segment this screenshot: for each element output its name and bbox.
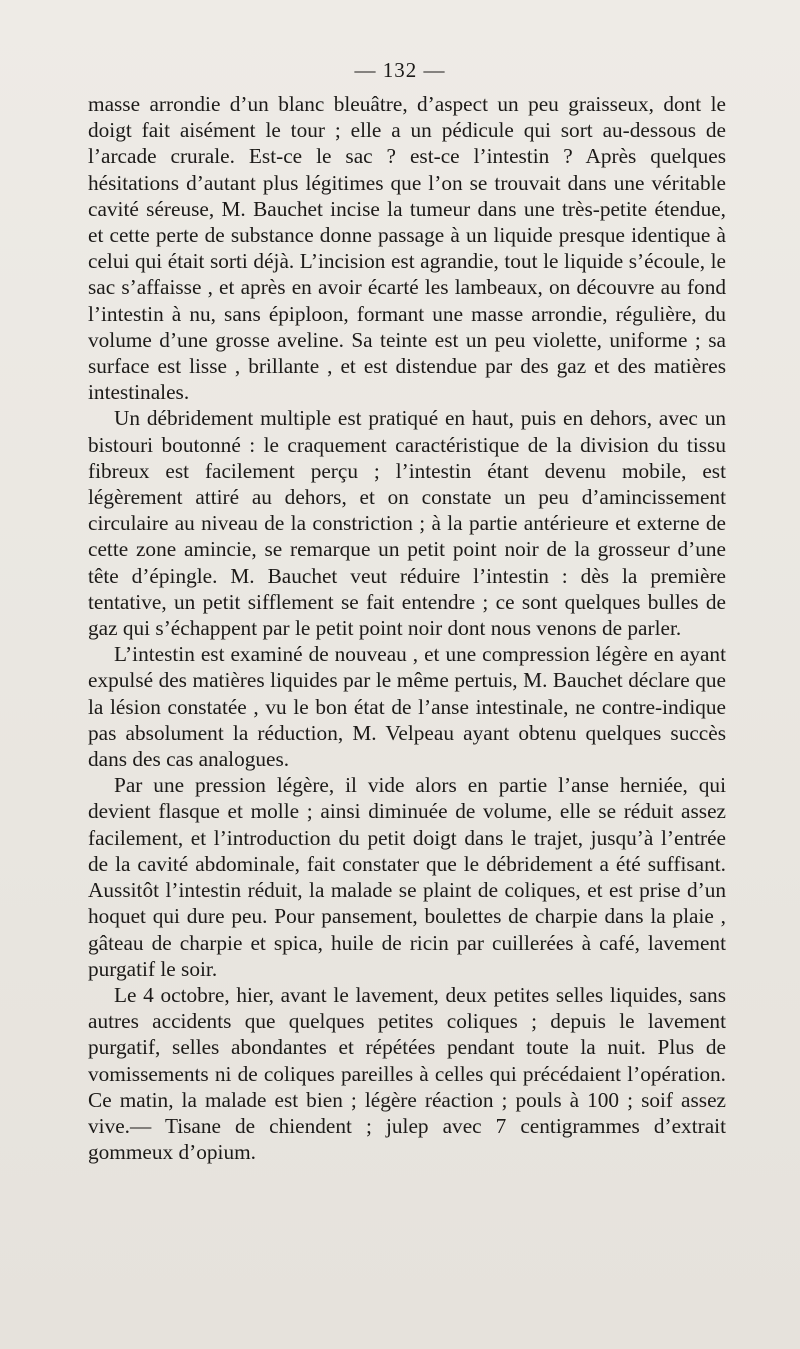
paragraph-3: L’intestin est examiné de nouveau , et une compression légère en ayant expulsé des matières liquides par le même pertuis, M. Bauchet déclare que la lésion constatée , vu le bon état de l’anse intestinale, ne contre-indique pas absolument la réduction, M. Velpeau ayant obtenu quelques succès dans des cas analogues.: [88, 642, 726, 772]
paragraph-4: Par une pression légère, il vide alors en partie l’anse herniée, qui devient flasque et molle ; ainsi diminuée de volume, elle se réduit assez facilement, et l’introduction du petit doigt dans le trajet, jusqu’à l’entrée de la cavité abdominale, fait constater que le débridement a été suffisant. Aussitôt l’intestin réduit, la malade se plaint de coliques, et est prise d’un hoquet qui dure peu. Pour pansement, boulettes de charpie dans la plaie , gâteau de charpie et spica, huile de ricin par cuillerées à café, lavement purgatif le soir.: [88, 773, 726, 981]
page-body: [88, 91, 726, 1165]
paragraph-2: Un débridement multiple est pratiqué en haut, puis en dehors, avec un bistouri boutonné : le craquement caractéristique de la division du tissu fibreux est facilement perçu ; l’intestin étant devenu mobile, est légèrement attiré au dehors, et on constate un peu d’amincissement circulaire au niveau de la constriction ; à la partie antérieure et externe de cette zone amincie, se remarque un petit point noir de la grosseur d’une tête d’épingle. M. Bauchet veut réduire l’intestin : dès la première tentative, un petit sifflement se fait entendre ; ce sont quelques bulles de gaz qui s’échappent par le petit point noir dont nous venons de parler.: [88, 406, 726, 641]
page-number: — 132 —: [354, 58, 446, 82]
paragraph-5: Le 4 octobre, hier, avant le lavement, deux petites selles liquides, sans autres accidents que quelques petites coliques ; depuis le lavement purgatif, selles abondantes et répétées pendant toute la nuit. Plus de vomissements ni de coliques pareilles à celles qui précédaient l’opération. Ce matin, la malade est bien ; légère réaction ; pouls à 100 ; soif assez vive.— Tisane de chiendent ; julep avec 7 centigrammes d’extrait gommeux d’opium.: [88, 982, 726, 1165]
paragraph-1: masse arrondie d’un blanc bleuâtre, d’aspect un peu graisseux, dont le doigt fait aisément le tour ; elle a un pédicule qui sort au-dessous de l’arcade crurale. Est-ce le sac ? est-ce l’intestin ? Après quelques hésitations d’autant plus légitimes que l’on se trouvait dans une véritable cavité séreuse, M. Bauchet incise la tumeur dans une très-petite étendue, et cette perte de substance donne passage à un liquide presque identique à celui qui était sorti déjà. L’incision est agrandie, tout le liquide s’écoule, le sac s’affaisse , et après en avoir écarté les lambeaux, on découvre au fond l’intestin à nu, sans épiploon, formant une masse arrondie, régulière, du volume d’une grosse aveline. Sa teinte est un peu violette, uniforme ; sa surface est lisse , brillante , et est distendue par des gaz et des matières intestinales.: [88, 92, 726, 405]
